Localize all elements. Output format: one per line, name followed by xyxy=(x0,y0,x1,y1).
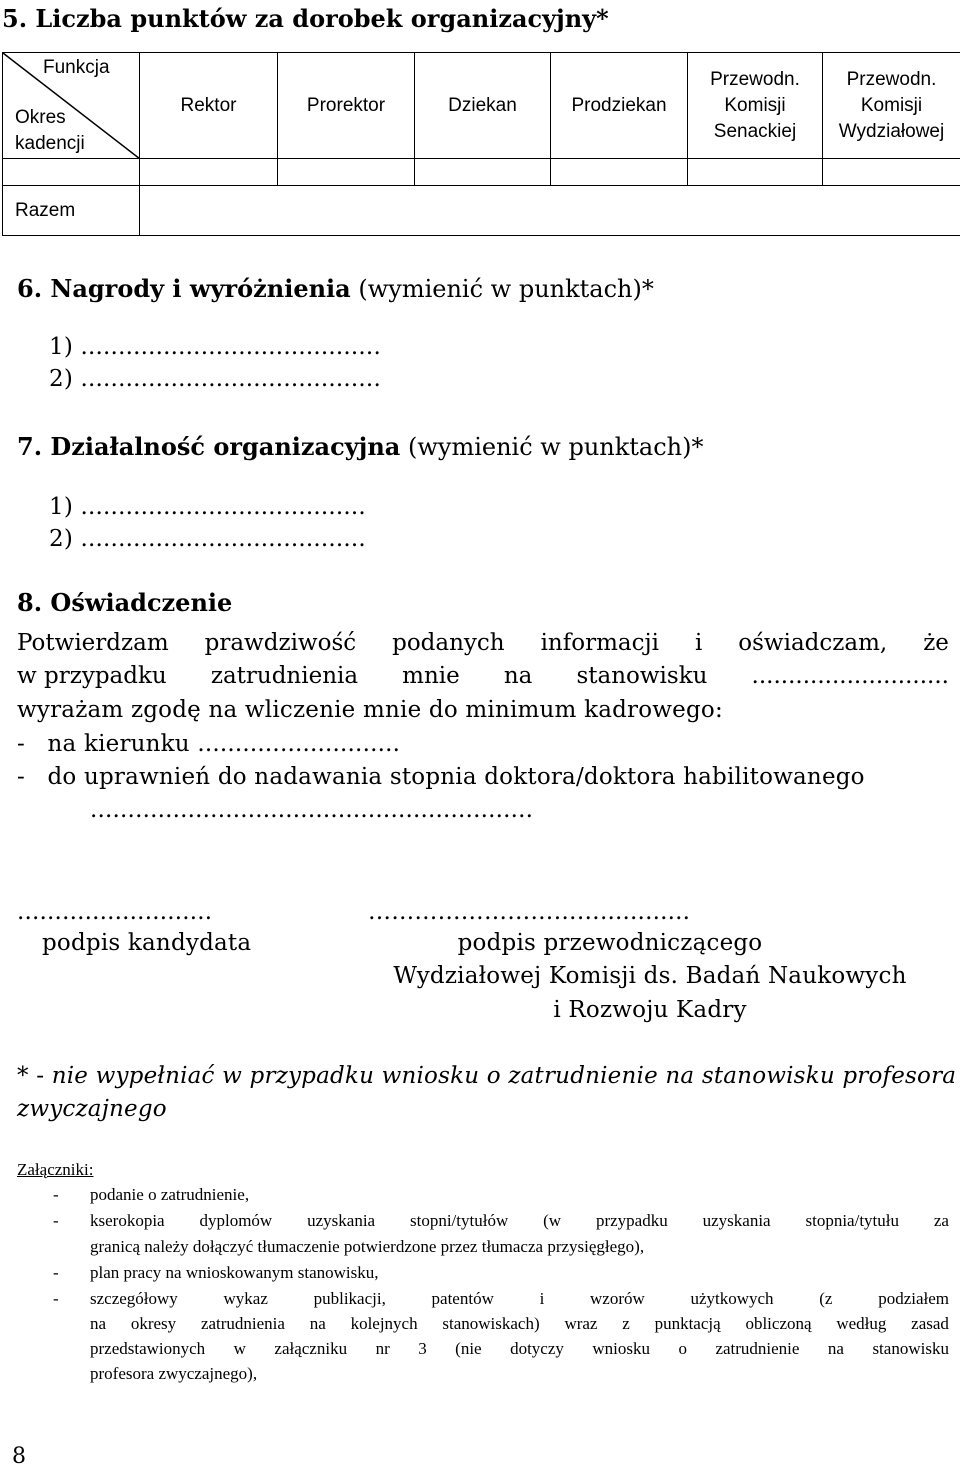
signature-label-chair-1: podpis przewodniczącego xyxy=(457,930,763,956)
word: kserokopia xyxy=(90,1211,165,1230)
word: użytkowych xyxy=(690,1289,774,1308)
word: zatrudnienia xyxy=(210,663,359,689)
word: przypadku xyxy=(595,1211,668,1230)
page-number: 8 xyxy=(12,1444,26,1469)
table-corner-cell xyxy=(3,53,140,159)
word: zatrudnienia xyxy=(200,1314,285,1333)
attachment-item-2-line-2: granicą należy dołączyć tłumaczenie potwierdzone przez tłumacza przysięgłego), xyxy=(90,1237,645,1256)
section-6-title: 6. Nagrody i wyróżnienia xyxy=(17,274,351,303)
word: w przypadku xyxy=(17,663,167,689)
table-cell xyxy=(823,159,960,186)
table-total-row xyxy=(3,186,960,236)
signature-label-chair-2: Wydziałowej Komisji ds. Badań Naukowych xyxy=(393,963,907,989)
word: załączniku xyxy=(274,1339,348,1358)
attachment-item-4-line-1 xyxy=(90,1289,949,1309)
word: o xyxy=(678,1339,687,1358)
word: podziałem xyxy=(878,1289,949,1308)
column-header-dziekan: Dziekan xyxy=(415,53,551,159)
col6-line1: Przewodn. xyxy=(846,68,937,90)
word: oświadczam, xyxy=(738,630,888,656)
word: stopnia/tytułu xyxy=(805,1211,899,1230)
word: dyplomów xyxy=(199,1211,273,1230)
attachment-item-1: podanie o zatrudnienie, xyxy=(90,1185,250,1204)
list-item: 1) ........................................ xyxy=(49,334,381,360)
signature-label-chair-3: i Rozwoju Kadry xyxy=(553,997,747,1023)
attachment-item-4-line-2 xyxy=(90,1314,949,1334)
column-header-prodziekan: Prodziekan xyxy=(551,53,688,159)
column-header-prorektor: Prorektor xyxy=(278,53,415,159)
table-cell xyxy=(415,159,551,186)
table-cell xyxy=(688,159,823,186)
statement-line-6: ........................................................... xyxy=(90,797,534,823)
word: i xyxy=(539,1289,545,1308)
attachment-item-3: plan pracy na wnioskowanym stanowisku, xyxy=(90,1263,379,1282)
total-label: Razem xyxy=(3,186,140,236)
word: wzorów xyxy=(590,1289,645,1308)
word: na xyxy=(503,663,533,689)
footnote-star: * - xyxy=(17,1063,52,1089)
word: (z xyxy=(819,1289,833,1308)
word: stanowisku xyxy=(576,663,708,689)
word: Potwierdzam xyxy=(17,630,169,656)
word: 3 xyxy=(418,1339,427,1358)
table-row xyxy=(3,159,960,186)
attachments-title: Załączniki: xyxy=(17,1160,94,1179)
word: ........................... xyxy=(751,663,949,689)
word: wniosku xyxy=(592,1339,650,1358)
word: uzyskania xyxy=(702,1211,771,1230)
col5-line2: Komisji xyxy=(724,94,786,116)
word: że xyxy=(923,630,949,656)
table-cell xyxy=(3,159,140,186)
word: nr xyxy=(375,1339,390,1358)
word: za xyxy=(933,1211,949,1230)
attachment-item-4-line-4: profesora zwyczajnego), xyxy=(90,1364,258,1383)
word: na xyxy=(309,1314,326,1333)
attachment-bullet: - xyxy=(53,1289,59,1308)
word: prawdziwość xyxy=(204,630,357,656)
section-6-note: (wymienić w punktach)* xyxy=(350,275,654,303)
table-cell xyxy=(140,159,278,186)
corner-label-term-2: kadencji xyxy=(15,133,85,154)
corner-label-function: Funkcja xyxy=(43,57,110,78)
attachment-item-2-line-1 xyxy=(90,1211,949,1231)
col5-line3: Senackiej xyxy=(713,120,797,142)
word: szczegółowy xyxy=(90,1289,178,1308)
col5-line1: Przewodn. xyxy=(710,68,800,90)
corner-label-term: Okres xyxy=(15,107,66,128)
word: podanych xyxy=(392,630,505,656)
word: (nie xyxy=(455,1339,482,1358)
word: kolejnych xyxy=(350,1314,418,1333)
word: (w xyxy=(543,1211,562,1230)
signature-label-candidate: podpis kandydata xyxy=(42,930,252,956)
word: wraz xyxy=(564,1314,598,1333)
word: na xyxy=(90,1314,107,1333)
word: i xyxy=(694,630,703,656)
word: zatrudnienie xyxy=(715,1339,800,1358)
section-5-heading: 5. Liczba punktów za dorobek organizacyjny* xyxy=(2,4,609,33)
word: według xyxy=(836,1314,887,1333)
statement-line-4: - na kierunku ........................... xyxy=(17,731,401,757)
word: stanowisku xyxy=(872,1339,949,1358)
list-item: 2) ........................................ xyxy=(49,366,381,392)
word: uzyskania xyxy=(307,1211,376,1230)
word: na xyxy=(827,1339,844,1358)
section-7-heading xyxy=(17,432,703,461)
statement-line-2 xyxy=(17,663,949,689)
section-7-title: 7. Działalność organizacyjna xyxy=(17,432,401,461)
col6-line3: Wydziałowej xyxy=(838,120,945,142)
footnote-text-1: nie wypełniać w przypadku wniosku o zatrudnienie na stanowisku profesora xyxy=(51,1063,957,1089)
total-cell xyxy=(140,186,960,236)
signature-dots-chair: …………………………............ xyxy=(368,899,691,925)
word: obliczoną xyxy=(745,1314,812,1333)
column-header-senate-committee xyxy=(688,53,823,159)
word: stopni/tytułów xyxy=(409,1211,509,1230)
section-8-heading: 8. Oświadczenie xyxy=(17,588,233,617)
attachment-bullet: - xyxy=(53,1185,59,1204)
word: patentów xyxy=(431,1289,494,1308)
word: mnie xyxy=(402,663,460,689)
word: zasad xyxy=(911,1314,949,1333)
word: informacji xyxy=(540,630,659,656)
footnote-line-1 xyxy=(17,1063,956,1089)
word: wykaz xyxy=(223,1289,268,1308)
word: punktacją xyxy=(654,1314,721,1333)
section-6-heading xyxy=(17,274,654,303)
word: okresy xyxy=(130,1314,177,1333)
word: publikacji, xyxy=(313,1289,386,1308)
table-header-row xyxy=(3,53,960,159)
statement-line-1 xyxy=(17,630,949,656)
column-header-faculty-committee xyxy=(823,53,960,159)
table-cell xyxy=(278,159,415,186)
section-7-note: (wymienić w punktach)* xyxy=(400,433,704,461)
word: dotyczy xyxy=(510,1339,564,1358)
attachment-bullet: - xyxy=(53,1211,59,1230)
word: stanowiskach) xyxy=(442,1314,540,1333)
attachment-bullet: - xyxy=(53,1263,59,1282)
word: w xyxy=(233,1339,246,1358)
attachment-item-4-line-3 xyxy=(90,1339,949,1359)
points-table xyxy=(2,52,960,236)
table-cell xyxy=(551,159,688,186)
statement-line-3: wyrażam zgodę na wliczenie mnie do minimum kadrowego: xyxy=(17,697,723,723)
list-item: 1) ...................................... xyxy=(49,494,366,520)
column-header-rektor: Rektor xyxy=(140,53,278,159)
col6-line2: Komisji xyxy=(860,94,923,116)
footnote-line-2: zwyczajnego xyxy=(17,1096,167,1122)
word: przedstawionych xyxy=(90,1339,206,1358)
signature-dots-candidate: .......................... xyxy=(17,899,213,925)
statement-line-5: - do uprawnień do nadawania stopnia doktora/doktora habilitowanego xyxy=(17,764,865,790)
word: z xyxy=(622,1314,630,1333)
list-item: 2) ...................................... xyxy=(49,526,366,552)
